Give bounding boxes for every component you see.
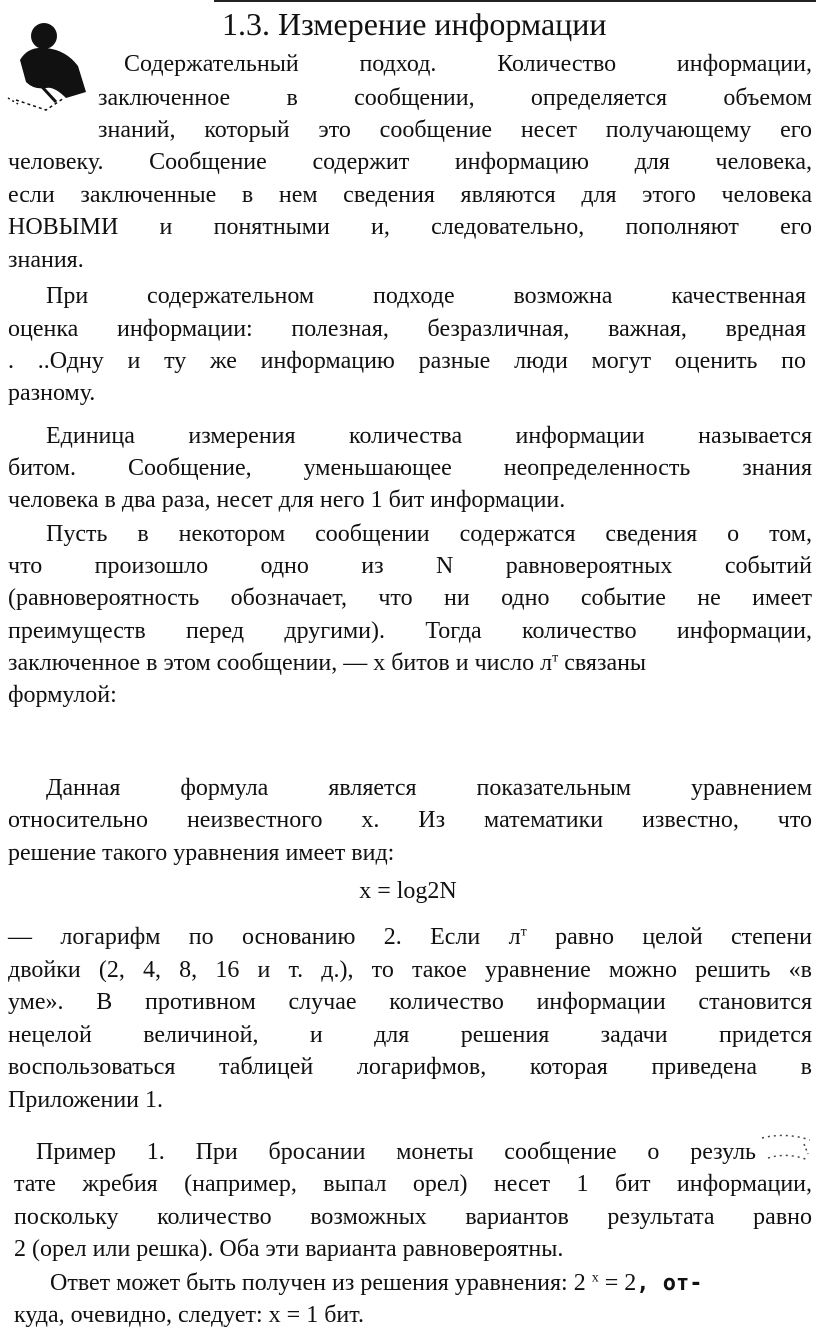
example-answer-line: Ответ может быть получен из решения уравнения: 2 $^х$ = 2, от- bbox=[50, 1270, 703, 1296]
top-rule bbox=[214, 0, 816, 2]
para6-line: Приложении 1. bbox=[8, 1087, 164, 1113]
para2-line: . ..Одну и ту же информацию разные люди могут оценить по bbox=[8, 348, 806, 374]
para4-line: (равновероятность обозначает, что ни одно событие не имеет bbox=[8, 585, 812, 611]
page-title: 1.3. Измерение информации bbox=[222, 6, 607, 42]
example-line: тате жребия (например, выпал орел) несет 1 бит информации, bbox=[14, 1171, 812, 1197]
para1-line: если заключенные в нем сведения являются для этого человека bbox=[8, 182, 812, 208]
para3-line: человека в два раза, несет для него 1 бит информации. bbox=[8, 487, 566, 513]
para4-line: формулой: bbox=[8, 682, 117, 708]
example-answer-line: куда, очевидно, следует: х = 1 бит. bbox=[14, 1302, 364, 1328]
para1-line: Содержательный подход. Количество информации, bbox=[124, 51, 812, 77]
formula: x = log2N bbox=[359, 878, 457, 904]
para5-line: относительно неизвестного х. Из математики известно, что bbox=[8, 807, 812, 833]
para1-line: знания. bbox=[8, 247, 84, 273]
para4-line: что произошло одно из N равновероятных событий bbox=[8, 553, 812, 579]
para6-line-1: — логарифм по основанию 2. Если $л^т$ равно целой степени bbox=[8, 924, 813, 950]
para3-line: Единица измерения количества информации называется bbox=[46, 423, 812, 449]
decorative-scribble-icon bbox=[758, 1130, 814, 1166]
para6-line: двойки (2, 4, 8, 16 и т. д.), то такое уравнение можно решить «в bbox=[8, 957, 812, 983]
para6-line: нецелой величиной, и для решения задачи придется bbox=[8, 1022, 812, 1048]
para1-line: заключенное в сообщении, определяется объемом bbox=[98, 85, 812, 111]
para5-line: Данная формула является показательным уравнением bbox=[46, 775, 812, 801]
para6-line: воспользоваться таблицей логарифмов, которая приведена в bbox=[8, 1054, 812, 1080]
para4-line: Пусть в некотором сообщении содержатся сведения о том, bbox=[46, 521, 812, 547]
para2-line: При содержательном подходе возможна качественная bbox=[46, 283, 806, 309]
para4-line-5: заключенное в этом сообщении, — х битов и число $л^т$ связаны bbox=[8, 650, 647, 676]
para1-line: знаний, который это сообщение несет получающему его bbox=[98, 117, 812, 143]
example-line: 2 (орел или решка). Оба эти варианта равновероятны. bbox=[14, 1236, 564, 1262]
example-line: поскольку количество возможных вариантов результата равно bbox=[14, 1204, 812, 1230]
para1-line: человеку. Сообщение содержит информацию для человека, bbox=[8, 149, 812, 175]
example-line: Пример 1. При бросании монеты сообщение о резуль bbox=[36, 1139, 756, 1165]
para2-line: оценка информации: полезная, безразличная, важная, вредная bbox=[8, 316, 806, 342]
para3-line: битом. Сообщение, уменьшающее неопределенность знания bbox=[8, 455, 812, 481]
para2-line: разному. bbox=[8, 380, 96, 406]
para4-line: преимуществ перед другими). Тогда количество информации, bbox=[8, 618, 812, 644]
para6-line: уме». В противном случае количество информации становится bbox=[8, 989, 812, 1015]
para1-line: НОВЫМИ и понятными и, следовательно, пополняют его bbox=[8, 214, 812, 240]
person-writing-icon bbox=[6, 16, 92, 112]
para5-line: решение такого уравнения имеет вид: bbox=[8, 840, 395, 866]
